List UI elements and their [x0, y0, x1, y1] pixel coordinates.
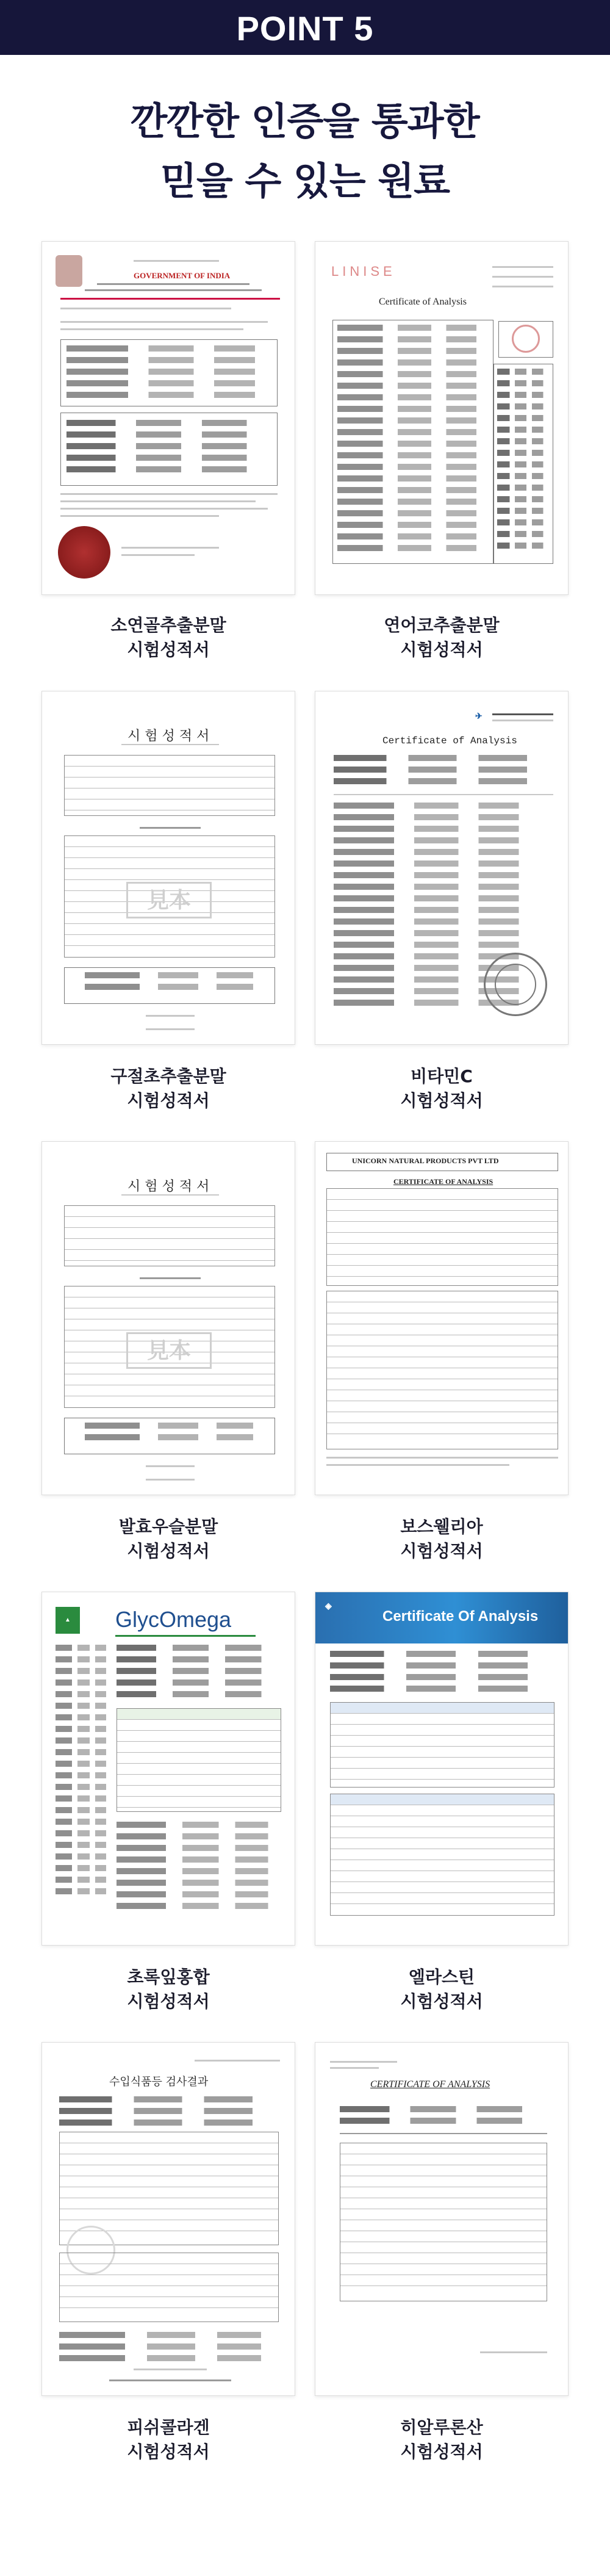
doc-title: 시 험 성 적 서 [127, 729, 210, 744]
doc-brand: LINISE [331, 264, 396, 279]
caption-name: 연어코추출분말 [384, 615, 500, 635]
doc-title: Certificate of Analysis [382, 735, 517, 746]
certificate-image-chrysanthemum [41, 691, 295, 1045]
certificate-image-boswellia [315, 1141, 569, 1495]
caption-type: 시험성적서 [400, 640, 483, 660]
caption-name: 소연골추출분말 [110, 615, 226, 635]
red-seal-icon [58, 526, 110, 579]
doc-brand: GlycOmega [115, 1607, 232, 1632]
certificate-image-salmon [315, 241, 569, 595]
caption-boswellia [307, 1515, 576, 1564]
caption-name: 구절초추출분말 [110, 1066, 226, 1086]
caption-vitamin-c [307, 1064, 576, 1113]
doc-company: UNICORN NATURAL PRODUCTS PVT LTD [352, 1156, 499, 1165]
certificate-image-achyranthes [41, 1141, 295, 1495]
caption-name: 피쉬콜라겐 [127, 2417, 210, 2437]
logo-icon: ✈︎ [475, 711, 483, 721]
seal-icon [512, 325, 540, 353]
certificate-image-green-mussel [41, 1592, 295, 1946]
certificate-image-elastin [315, 1592, 569, 1946]
caption-type: 시험성적서 [127, 640, 210, 660]
caption-name: 초록잎홍합 [127, 1967, 210, 1987]
sample-watermark: 見本 [126, 1332, 212, 1369]
company-logo-icon: ◈ [325, 1601, 332, 1611]
doc-title: Certificate Of Analysis [382, 1608, 539, 1625]
caption-name: 발효우슬분말 [118, 1517, 218, 1537]
certificate-image-hyaluronic-acid [315, 2042, 569, 2396]
caption-name: 히알루론산 [400, 2417, 483, 2437]
caption-type: 시험성적서 [127, 1541, 210, 1561]
headline-line-2: 믿을 수 있는 원료 [160, 159, 450, 203]
caption-cartilage [34, 613, 303, 662]
caption-type: 시험성적서 [127, 1991, 210, 2011]
emblem-icon [56, 255, 82, 287]
caption-green-mussel [34, 1965, 303, 2014]
caption-type: 시험성적서 [127, 1091, 210, 1111]
doc-title: Certificate of Analysis [379, 297, 467, 307]
doc-title: CERTIFICATE OF ANALYSIS [393, 1177, 493, 1186]
caption-type: 시험성적서 [400, 2442, 483, 2462]
doc-title: GOVERNMENT OF INDIA [134, 271, 231, 280]
caption-elastin [307, 1965, 576, 2014]
caption-type: 시험성적서 [400, 1541, 483, 1561]
caption-name: 비타민C [411, 1066, 473, 1086]
caption-type: 시험성적서 [127, 2442, 210, 2462]
caption-type: 시험성적서 [400, 1091, 483, 1111]
brand-logo-icon: ▲ [56, 1607, 80, 1634]
caption-fish-collagen [34, 2415, 303, 2464]
headline-line-1: 깐깐한 인증을 통과한 [131, 99, 479, 143]
point-banner [0, 0, 610, 55]
caption-name: 엘라스틴 [408, 1967, 475, 1987]
certificate-image-vitamin-c [315, 691, 569, 1045]
caption-chrysanthemum [34, 1064, 303, 1113]
caption-name: 보스웰리아 [400, 1517, 483, 1537]
point-label: POINT 5 [236, 9, 374, 48]
caption-salmon [307, 613, 576, 662]
caption-hyaluronic-acid [307, 2415, 576, 2464]
sample-watermark: 見本 [126, 882, 212, 918]
caption-achyranthes [34, 1515, 303, 1564]
certificate-image-cartilage [41, 241, 295, 595]
section-headline [0, 92, 610, 211]
doc-title: 수입식품등 검사결과 [109, 2076, 209, 2088]
doc-title: 시 험 성 적 서 [127, 1179, 210, 1194]
caption-type: 시험성적서 [400, 1991, 483, 2011]
certificate-image-fish-collagen [41, 2042, 295, 2396]
doc-title: CERTIFICATE OF ANALYSIS [370, 2079, 490, 2090]
